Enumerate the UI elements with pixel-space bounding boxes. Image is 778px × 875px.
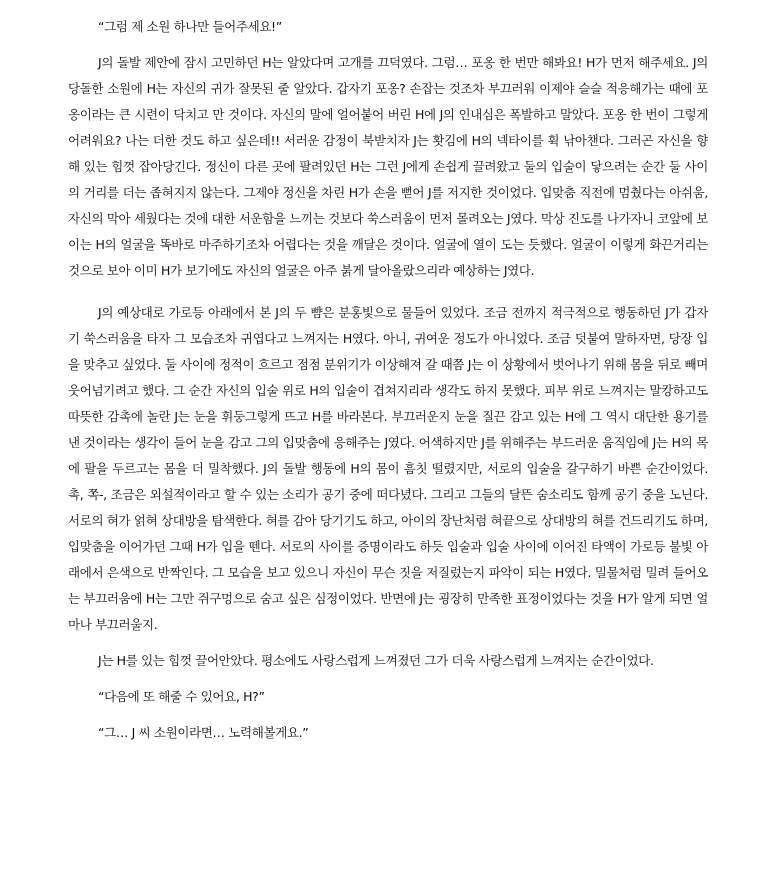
paragraph-1: J의 돌발 제안에 잠시 고민하던 H는 알았다며 고개를 끄덕였다. 그럼… 포옹 한 번만 해봐요! H가 먼저 해주세요. J의 당돌한 소원에 H는 자신의 귀가 잘못된 줄 알았다. 갑자기 포옹? 손잡는 것조차 부끄러워 이제야 슬슬 적응해가는 때에 포옹이라는 큰 시련이 닥치고 만 것이다. 자신의 말에 얼어붙어 버린 H에 J의 인내심은 폭발하고 말았다. 포옹 한 번이 그렇게 어려워요? 나는 더한 것도 하고 싶은데!! 서러운 감정이 북받치자 J는 홧김에 H의 넥타이를 휙 낚아챈다. 그러곤 자신을 향해 있는 힘껏 잡아당긴다. 정신이 다른 곳에 팔려있던 H는 그런 J에게 손쉽게 끌려왔고 둘의 입술이 닿으려는 순간 둘 사이의 거리를 더는 좁혀지지 않는다. 그제야 정신을 차린 H가 손을 뻗어 J를 저지한 것이었다. 입맞춤 직전에 멈췄다는 아쉬움, 자신의 막아 세웠다는 것에 대한 서운함을 느끼는 것보다 쑥스러움이 먼저 몰려오는 J였다. 막상 진도를 나가자니 코앞에 보이는 H의 얼굴을 똑바로 마주하기조차 어렵다는 것을 깨달은 것이다. 얼굴에 열이 도는 듯했다. 얼굴이 이렇게 화끈거리는 것으로 보아 이미 H가 보기에도 자신의 얼굴은 아주 붉게 달아올랐으리라 예상하는 J였다. xyxy=(68,55,708,278)
spacer xyxy=(68,284,708,300)
paragraph-2: J의 예상대로 가로등 아래에서 본 J의 두 뺨은 분홍빛으로 물들어 있었다. 조금 전까지 적극적으로 행동하던 J가 갑자기 쑥스러움을 타자 그 모습조차 귀엽다고 느껴지는 H였다. 아니, 귀여운 정도가 아니었다. 조금 덧붙여 말하자면, 당장 입을 맞추고 싶었다. 둘 사이에 정적이 흐르고 점점 분위기가 이상해져 갈 때쯤 J는 이 상황에서 벗어나기 위해 몸을 뒤로 빼며 웃어넘기려고 했다. 그 순간 자신의 입술 위로 H의 입술이 겹쳐지리라 생각도 하지 못했다. 피부 위로 느껴지는 말캉하고도 따뜻한 감촉에 놀란 J는 눈을 휘둥그렇게 뜨고 H를 바라본다. 부끄러운지 눈을 질끈 감고 있는 H에 그 역시 대단한 용기를 낸 것이라는 생각이 들어 눈을 감고 그의 입맞춤에 응해주는 J였다. 어색하지만 J를 위해주는 부드러운 움직임에 J는 H의 목에 팔을 두르고는 몸을 더 밀착했다. J의 돌발 행동에 H의 몸이 흠칫 떨렸지만, 서로의 입술을 갈구하기 바쁜 순간이었다. 촉, 쪽-, 조금은 외설적이라고 할 수 있는 소리가 공기 중에 떠다녔다. 그리고 그들의 달뜬 숨소리도 함께 공기 중을 노닌다. 서로의 혀가 얽혀 상대방을 탐색한다. 혀를 감아 당기기도 하고, 아이의 장난처럼 혀끝으로 상대방의 혀를 건드리기도 하며, 입맞춤을 이어가던 그때 H가 입을 뗀다. 서로의 사이를 증명이라도 하듯 입술과 입술 사이에 이어진 타액이 가로등 불빛 아래에서 은색으로 반짝인다. 그 모습을 보고 있으니 자신이 무슨 짓을 저질렀는지 파악이 되는 H였다. 밀물처럼 밀려 들어오는 부끄러움에 H는 그만 쥐구멍으로 숨고 싶은 심정이었다. 반면에 J는 굉장히 만족한 표정이었다는 것을 H가 알게 되면 얼마나 부끄러울지. xyxy=(68,305,708,632)
spacer xyxy=(68,710,708,720)
paragraph-3: J는 H를 있는 힘껏 끌어안았다. 평소에도 사랑스럽게 느껴졌던 그가 더욱 사랑스럽게 느껴지는 순간이었다. xyxy=(98,653,654,668)
dialogue-line-1: “그럼 제 소원 하나만 들어주세요!” xyxy=(98,19,282,34)
spacer xyxy=(68,638,708,648)
dialogue-line-3: “그… J 씨 소원이라면… 노력해볼게요.” xyxy=(98,725,309,740)
document-page xyxy=(68,14,708,746)
spacer xyxy=(68,40,708,50)
dialogue-line-2: “다음에 또 해줄 수 있어요, H?” xyxy=(98,689,265,704)
spacer xyxy=(68,674,708,684)
